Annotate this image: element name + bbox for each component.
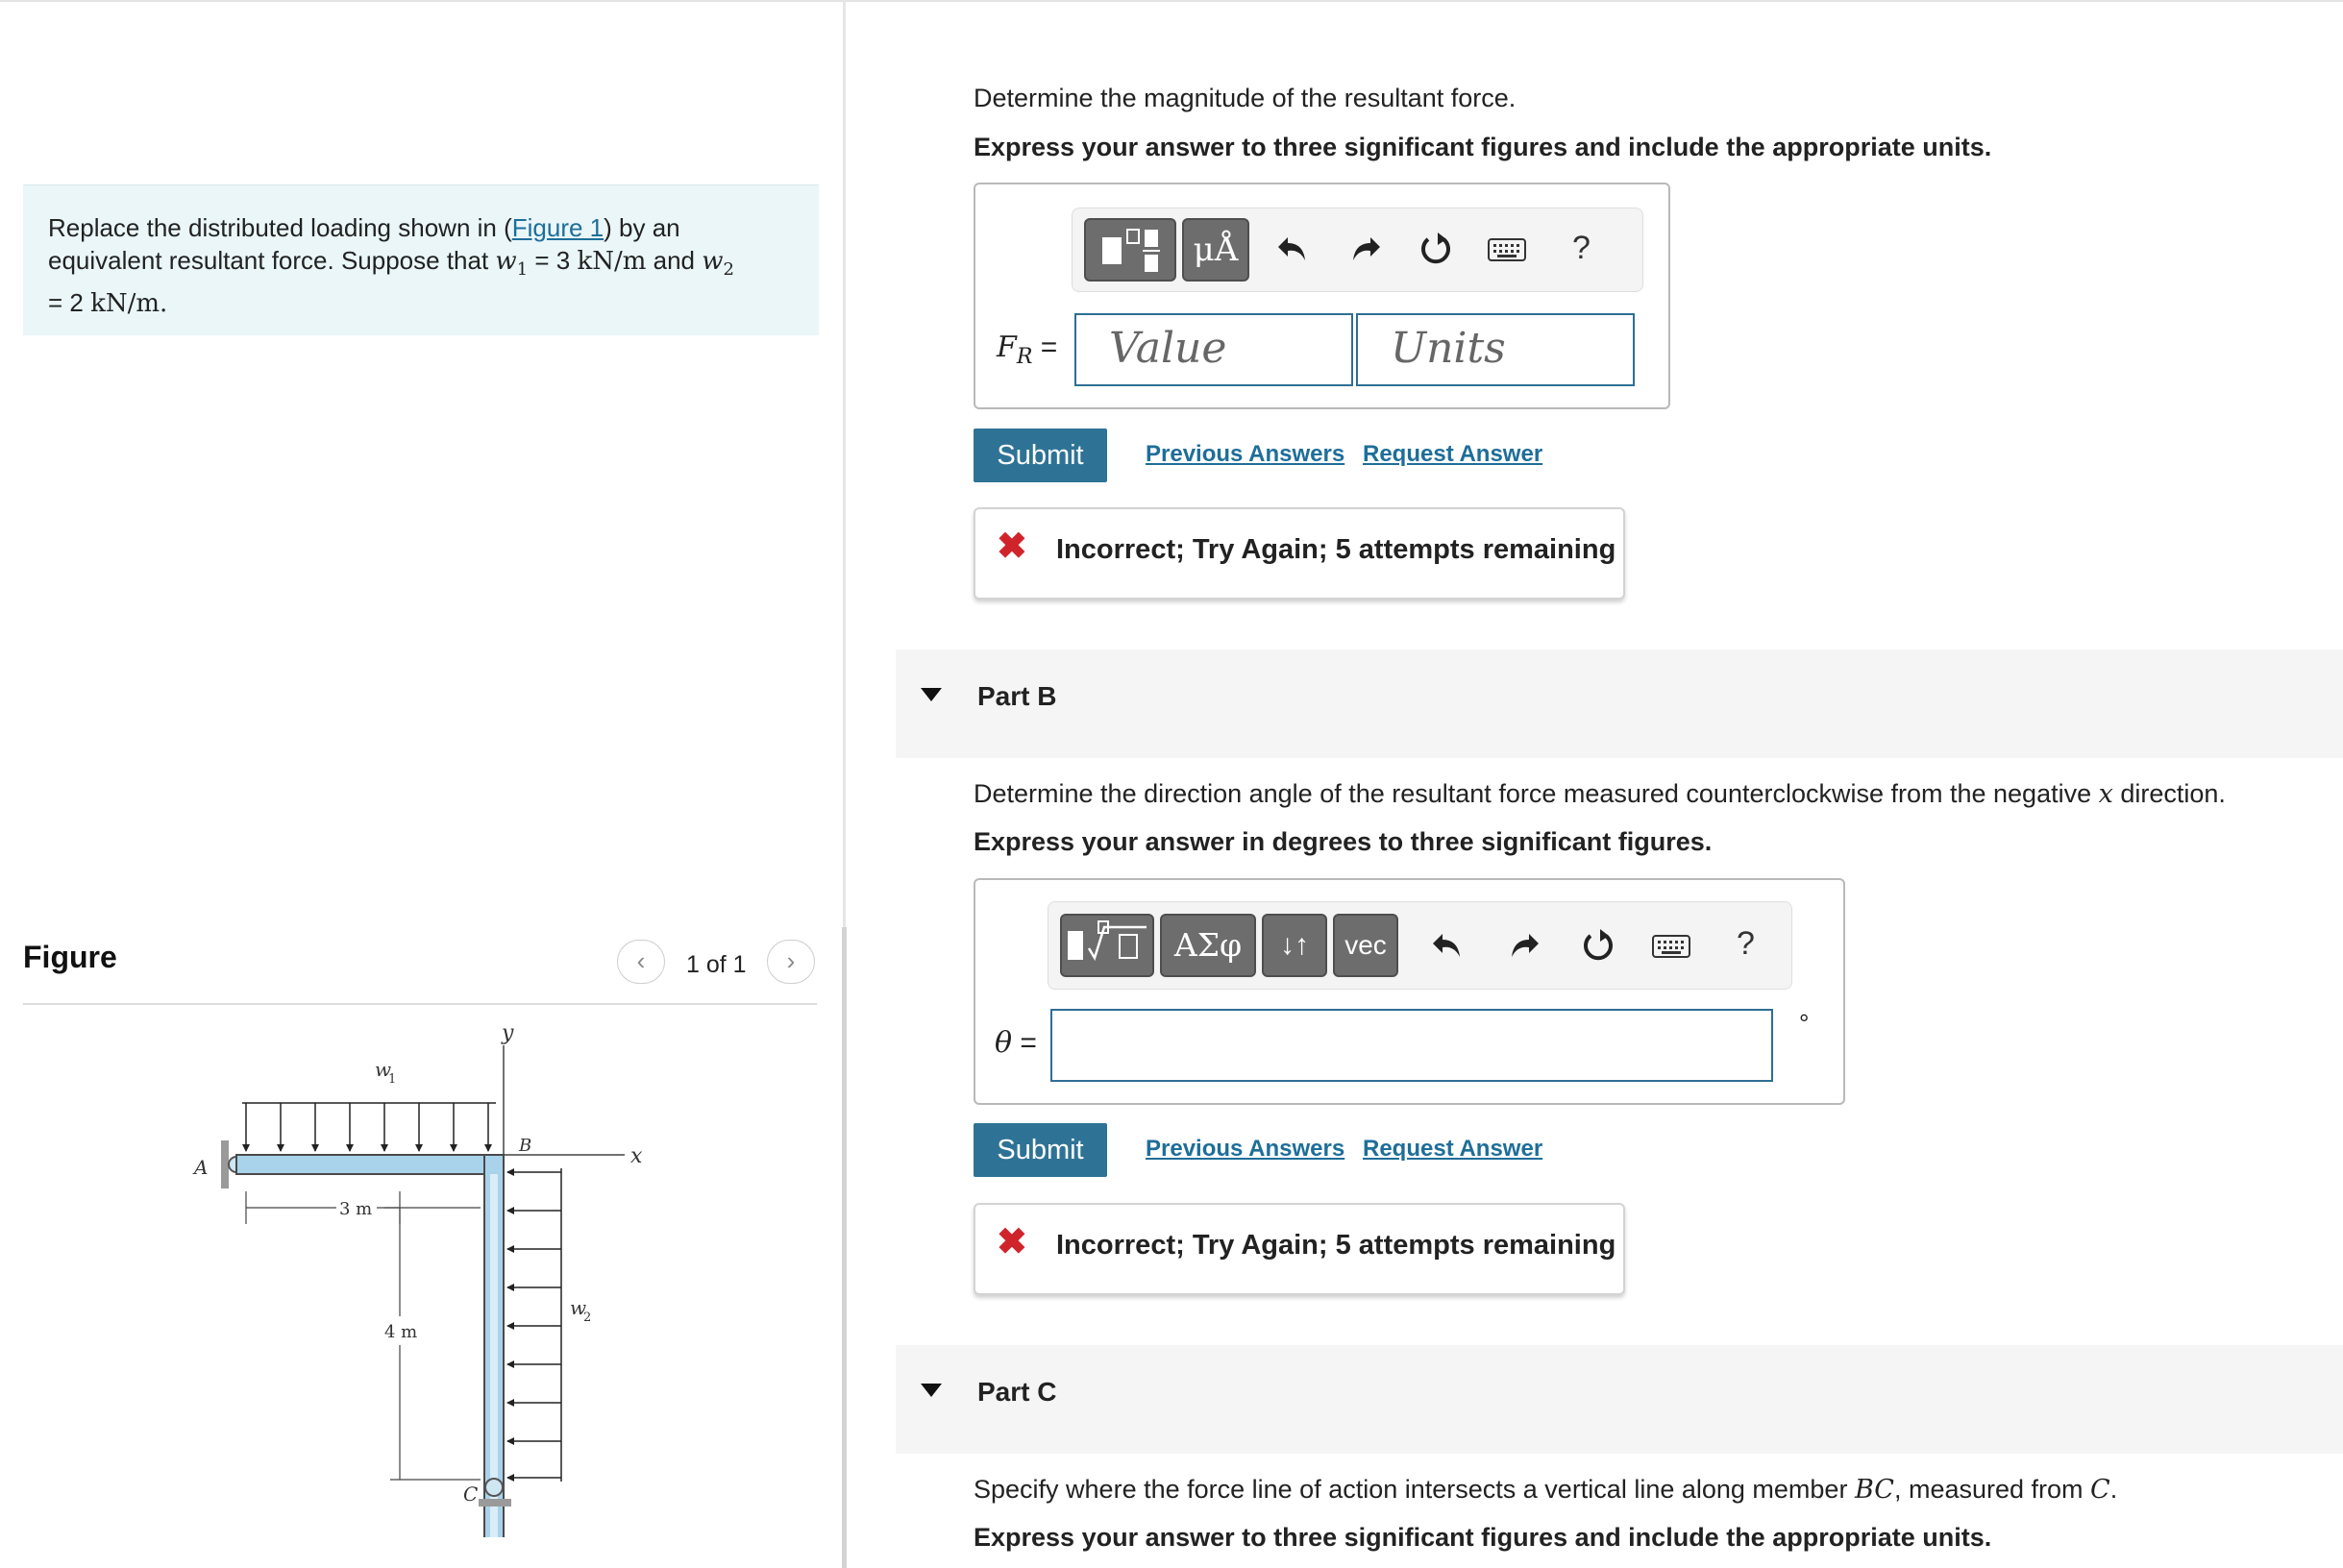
part-b-answer-box [974,878,1845,1105]
label-w2-sub: 2 [583,1311,592,1325]
part-a-request-answer-link[interactable]: Request Answer [1363,441,1543,467]
part-b-submit-button[interactable]: Submit [974,1123,1107,1177]
label-dim-3m: 3 m [339,1199,373,1219]
part-a-previous-answers-link[interactable]: Previous Answers [1146,441,1345,467]
support-c [479,1499,511,1507]
redo-icon[interactable] [1504,926,1542,965]
template-box [1120,935,1137,958]
template-box [1145,230,1158,247]
next-figure-button[interactable] [767,940,815,984]
label-w1: w [375,1058,392,1081]
w2-load-arrows [507,1172,561,1478]
template-box [1127,230,1139,243]
label-dim-4m: 4 m [384,1322,418,1342]
figure-page-count: 1 of 1 [686,951,747,978]
label-a: A [194,1156,209,1179]
part-b-feedback [974,1203,1625,1295]
label-w1-sub: 1 [388,1072,397,1087]
part-a-toolbar [1072,208,1643,292]
part-a-answer-box [974,183,1670,409]
x-mark-icon: ✖ [997,527,1027,567]
w1-load-arrows [246,1103,488,1151]
part-b-header[interactable] [896,649,2343,758]
label-c: C [463,1482,479,1506]
part-b-title: Part B [977,681,1057,711]
column-scrollbar[interactable] [842,927,847,1568]
help-button[interactable]: ? [1572,230,1591,266]
part-a-question: Determine the magnitude of the resultant force. [974,84,1517,112]
part-a-instruction: Express your answer to three significant figures and include the appropriate units. [974,133,1992,161]
sqrt-template-button[interactable] [1060,914,1154,977]
feedback-text: Incorrect; Try Again; 5 attempts remaining [1056,1230,1616,1261]
keyboard-icon[interactable] [1486,230,1528,268]
angle-input[interactable] [1050,1009,1773,1082]
part-a-feedback [974,507,1625,600]
greek-symbols-button[interactable]: ΑΣφ [1160,914,1256,977]
part-b-toolbar [1048,901,1792,990]
figure-link[interactable]: Figure 1 [511,213,604,242]
beam-ab [236,1155,504,1174]
subscript-superscript-button[interactable]: ↓↑ [1262,914,1327,977]
template-bar [1143,250,1160,252]
units-input[interactable]: Units [1356,313,1635,386]
redo-icon[interactable] [1345,230,1384,268]
undo-icon[interactable] [1429,926,1467,965]
caret-down-icon[interactable] [921,1384,942,1397]
label-b: B [519,1136,532,1156]
problem-text: Replace the distributed loading shown in (Figure 1) by an equivalent resultant force. Suppose that $w_1 = 3$ kN/m and $w_2 = 2$ kN/m. [48,213,734,319]
figure-divider [23,1003,817,1005]
sqrt-template-icon [1062,916,1152,973]
part-c-instruction: Express your answer to three significant figures and include the appropriate units. [974,1523,1992,1552]
figure-title: Figure [23,940,117,974]
template-box [1145,255,1158,272]
vector-button[interactable]: vec [1333,914,1398,977]
help-button[interactable]: ? [1737,925,1755,962]
degree-symbol: ° [1799,1009,1810,1038]
prev-figure-button[interactable] [617,940,665,984]
pin-c [485,1479,503,1496]
part-b-question: Determine the direction angle of the resultant force measured counterclockwise from the negative x direction. [974,779,2226,809]
reset-icon[interactable] [1579,926,1617,965]
keyboard-icon[interactable] [1650,926,1692,965]
units-button[interactable]: μÅ [1182,218,1249,282]
part-c-question: Specify where the force line of action intersects a vertical line along member BC, measured from C. [974,1475,2118,1505]
x-mark-icon: ✖ [997,1222,1027,1262]
template-box [1068,931,1083,960]
theta-label: θ = [995,1026,1037,1060]
problem-statement [23,184,819,335]
template-box [1102,237,1122,264]
part-b-instruction: Express your answer in degrees to three significant figures. [974,827,1713,856]
beam-figure [173,1018,711,1537]
label-w2: w [570,1296,587,1319]
caret-down-icon[interactable] [921,688,942,701]
part-b-previous-answers-link[interactable]: Previous Answers [1146,1136,1345,1162]
fraction-template-icon [1087,220,1173,278]
chevron-left-icon: ‹ [636,946,646,975]
part-c-header[interactable] [896,1345,2343,1454]
top-border [0,0,2343,2]
part-b-request-answer-link[interactable]: Request Answer [1363,1136,1543,1162]
chevron-right-icon: › [786,946,796,975]
part-c-title: Part C [977,1377,1057,1407]
part-a-submit-button[interactable]: Submit [974,429,1107,482]
undo-icon[interactable] [1274,230,1313,268]
label-y: y [502,1021,514,1045]
fraction-template-button[interactable] [1084,218,1176,282]
wall-support [221,1140,229,1188]
label-x: x [630,1144,643,1168]
feedback-text: Incorrect; Try Again; 5 attempts remaining [1056,534,1616,565]
fr-label: $F_R$ = [997,331,1058,369]
value-input[interactable]: Value [1074,313,1353,386]
reset-icon[interactable] [1417,230,1455,268]
